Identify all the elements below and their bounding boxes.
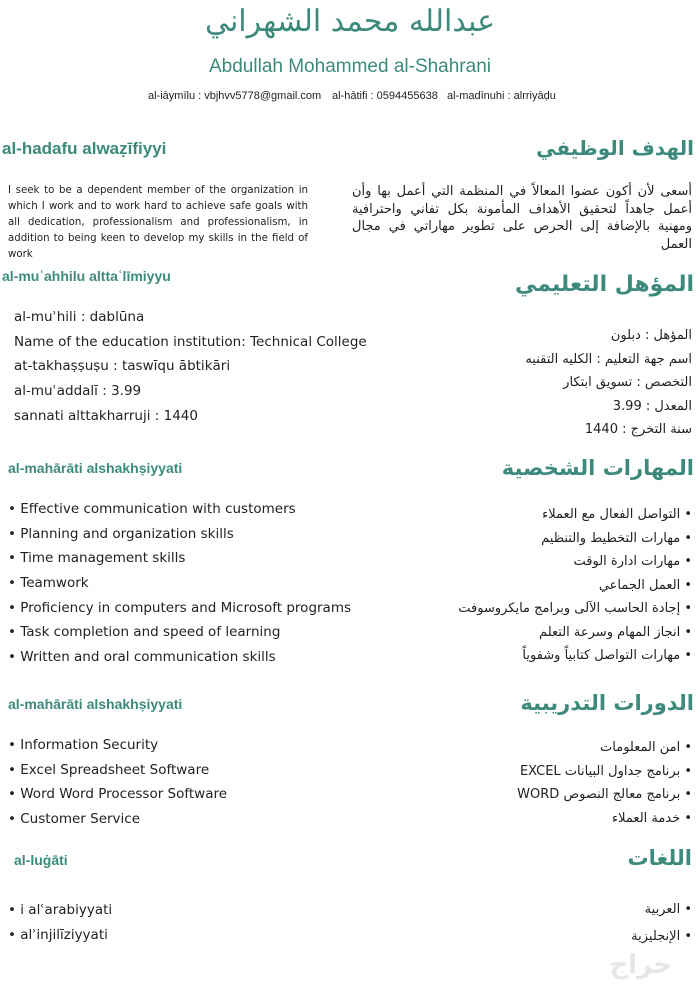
languages-title-ar: اللغات xyxy=(627,846,692,870)
list-item: اسم جهة التعليم : الكليه التقنيه xyxy=(525,351,692,367)
education-title-ar: المؤهل التعليمي xyxy=(514,272,694,297)
courses-title-ar: الدورات التدريبية xyxy=(520,691,694,715)
name-english: Abdullah Mohammed al-Shahrani xyxy=(209,56,491,77)
city-text: al-madīnuhi : alrriyāḍu xyxy=(447,90,556,102)
list-item: • برنامج معالج النصوص WORD xyxy=(517,787,692,802)
skills-title-ar: المهارات الشخصية xyxy=(501,456,694,480)
skills-title-en: al-mahārāti alshakhṣiyyati xyxy=(8,460,183,476)
list-item: • مهارات التخطيط والتنظيم xyxy=(541,530,692,546)
objective-title-en: al-hadafu alwaẓīfiyyi xyxy=(2,139,167,158)
education-list-ar xyxy=(525,324,692,442)
education-list-en xyxy=(14,305,367,428)
languages-list-en xyxy=(8,898,112,947)
list-item: • Excel Spreadsheet Software xyxy=(8,761,210,778)
objective-text-ar: أسعى لأن أكون عضوا المعالاً في المنظمة التي أعمل بها وأن أعمل جاهداً لتحقيق الأهداف المأمونة بكل تفاني واحترافية ومهنية بالإضافة إلى الحرص على تطوير مهاراتي في مجال العمل xyxy=(352,184,692,252)
languages-title-en: al-luġāti xyxy=(14,852,68,868)
list-item: at-takhaṣṣuṣu : taswīqu ābtikāri xyxy=(14,358,231,375)
watermark-logo: حراج xyxy=(609,950,672,980)
objective-text-en: I seek to be a dependent member of the organization in which I work and to work hard to achieve safe goals with all dedication, professionalism and professionalism, in addition to being keen to develop my skills in the field of work xyxy=(8,185,308,260)
list-item: • برنامج جداول البيانات EXCEL xyxy=(519,763,692,779)
list-item: al-muʿaddalī : 3.99 xyxy=(14,383,142,400)
list-item: • Time management skills xyxy=(8,550,186,567)
list-item: المعدل : 3.99 xyxy=(612,398,692,414)
list-item: • Written and oral communication skills xyxy=(8,649,276,666)
list-item: • العربية xyxy=(644,902,692,917)
list-item: • انجاز المهام وسرعة التعلم xyxy=(539,624,692,640)
list-item: • امن المعلومات xyxy=(600,740,692,755)
list-item: التخصص : تسويق ابتكار xyxy=(563,375,692,390)
list-item: • مهارات ادارة الوقت xyxy=(573,554,692,569)
courses-list-ar xyxy=(517,736,692,830)
list-item: sannati alttakharruji : 1440 xyxy=(14,407,198,424)
list-item: • Planning and organization skills xyxy=(8,525,234,542)
list-item: • التواصل الفعال مع العملاء xyxy=(542,507,692,522)
list-item: • إجادة الحاسب الآلى وبرامج مايكروسوفت xyxy=(458,601,692,616)
list-item: • Word Word Processor Software xyxy=(8,786,228,803)
list-item: • Teamwork xyxy=(8,575,89,592)
courses-title-en: al-mahārāti alshakhṣiyyati xyxy=(8,696,183,712)
list-item: • Proficiency in computers and Microsoft programs xyxy=(8,599,352,616)
skills-list-en xyxy=(8,497,351,670)
list-item: al-muʾhili : dablūna xyxy=(14,309,145,325)
list-item: • alʾinjilīziyyati xyxy=(8,926,108,943)
languages-list-ar xyxy=(631,896,692,950)
list-item: Name of the education institution: Technical College xyxy=(14,333,367,350)
list-item: • Customer Service xyxy=(8,811,141,828)
list-item: • Effective communication with customers xyxy=(8,501,296,517)
list-item: • i alʿarabiyyati xyxy=(8,902,113,918)
objective-title-ar: الهدف الوظيفي xyxy=(536,136,694,160)
courses-list-en xyxy=(8,733,227,832)
name-arabic: عبدالله محمد الشهراني xyxy=(204,4,496,39)
list-item: • خدمة العملاء xyxy=(612,810,692,826)
list-item: المؤهل : دبلون xyxy=(610,328,692,343)
list-item: • الإنجليزية xyxy=(631,929,692,944)
phone-text: al-hātifi : 0594455638 xyxy=(332,90,438,102)
list-item: • Task completion and speed of learning xyxy=(8,624,281,641)
list-item: • مهارات التواصل كتابياً وشفوياً xyxy=(522,648,692,663)
skills-list-ar xyxy=(458,503,692,668)
email-text: al-iāymīlu : vbjhvv5778@gmail.com xyxy=(148,90,322,102)
list-item: • Information Security xyxy=(8,737,159,753)
list-item: • العمل الجماعي xyxy=(598,577,692,593)
list-item: سنة التخرج : 1440 xyxy=(584,422,692,437)
education-title-en: al-muʿahhilu alttaʿlīmiyyu xyxy=(2,268,171,284)
